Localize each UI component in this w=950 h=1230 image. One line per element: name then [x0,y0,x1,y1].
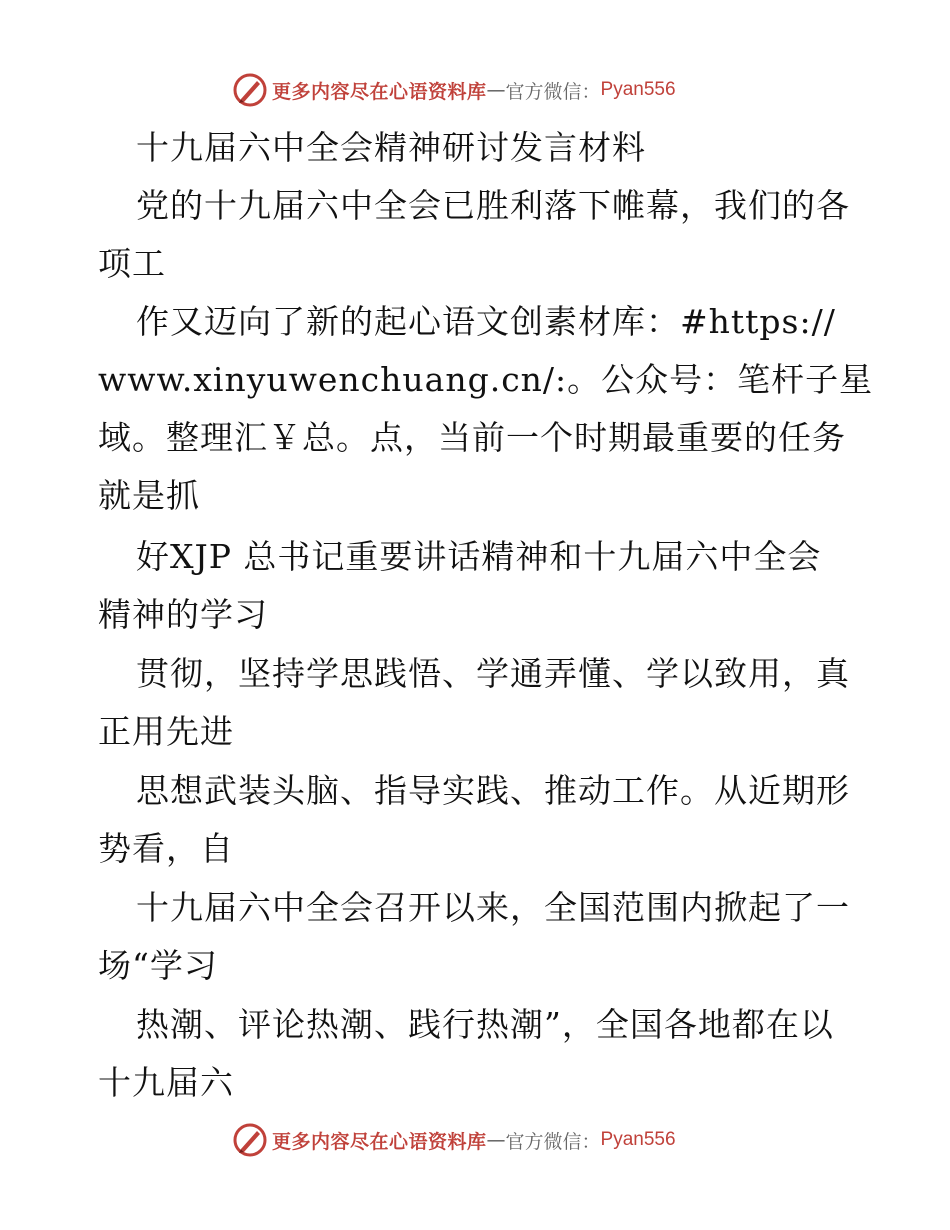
body-line: 十九届六中全会召开以来，全国范围内掀起了一 [136,888,850,927]
body-line: 热潮、评论热潮、践行热潮”，全国各地都在以 [136,1005,834,1044]
body-line: 势看，自 [98,829,234,868]
document-title: 十九届六中全会精神研讨发言材料 [136,128,646,167]
watermark-separator: — [486,79,506,101]
body-line: 十九届六 [98,1063,234,1102]
pen-logo-icon [232,1122,268,1158]
body-line: 思想武装头脑、指导实践、推动工作。从近期形 [136,771,850,810]
watermark-text: 更多内容尽在心语资料库 [272,80,487,103]
body-line: 就是抓 [98,476,200,515]
body-line: 作又迈向了新的起心语文创素材库：#https:// [136,302,836,341]
body-line: 党的十九届六中全会已胜利落下帷幕，我们的各 [136,186,850,225]
watermark-separator: — [486,1129,506,1151]
body-line: 精神的学习 [98,595,268,634]
footer-watermark [232,1122,676,1158]
header-watermark [232,72,676,108]
watermark-wechat-id: Pyan556 [600,1129,676,1150]
pen-logo-icon [232,72,268,108]
body-line: 项工 [98,244,166,283]
body-line: 好XJP 总书记重要讲话精神和十九届六中全会 [136,537,822,576]
watermark-wechat-id: Pyan556 [600,79,676,100]
body-line: 贯彻，坚持学思践悟、学通弄懂、学以致用，真 [136,654,850,693]
watermark-text: 更多内容尽在心语资料库 [272,1130,487,1153]
body-line: 域。整理汇￥总。点，当前一个时期最重要的任务 [98,418,846,457]
body-line: www.xinyuwenchuang.cn/:。公众号：笔杆子星 [98,360,874,399]
watermark-label: 官方微信： [505,1130,601,1153]
body-line: 正用先进 [98,712,234,751]
watermark-label: 官方微信： [505,80,601,103]
body-line: 场“学习 [98,946,218,985]
